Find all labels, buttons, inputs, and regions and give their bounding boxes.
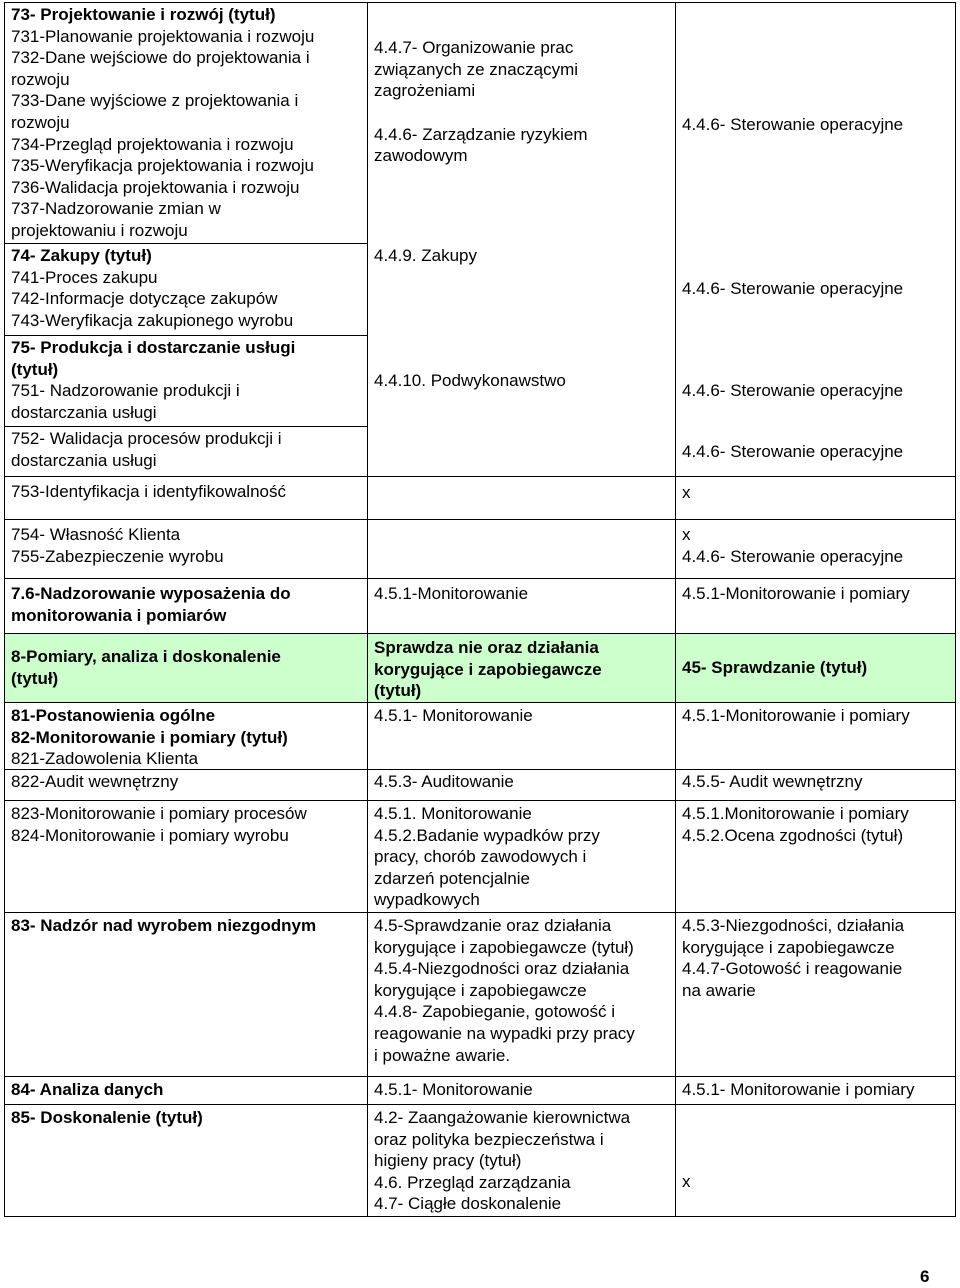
s1-col2-line: zawodowym [374, 146, 468, 166]
s8-col1 [4, 633, 368, 702]
s12-col1 [4, 912, 368, 1076]
s1-line: projektowaniu i rozwoju [11, 220, 188, 240]
s1-heading: 73- Projektowanie i rozwój (tytuł) [11, 5, 276, 24]
s11-col2-line: wypadkowych [374, 890, 480, 910]
s10-col3 [676, 769, 956, 800]
s4-col2 [368, 426, 676, 476]
s3-col3-text: 4.4.6- Sterowanie operacyjne [682, 381, 904, 400]
s10-text: 822-Audit wewnętrzny [11, 772, 179, 791]
s12-col3-line: na awarie [682, 980, 756, 1000]
s13-col2-text: 4.5.1- Monitorowanie [374, 1080, 533, 1099]
s8-col2-line: korygujące i zapobiegawcze [374, 659, 602, 679]
s5-col3 [676, 476, 956, 519]
s6-line: x [682, 525, 691, 544]
s11-col2 [368, 800, 676, 912]
s3-col1 [4, 335, 368, 426]
s9-col1 [4, 702, 368, 769]
s1-col3-text: 4.4.6- Sterowanie operacyjne [682, 115, 904, 134]
s14-text: 85- Doskonalenie (tytuł) [11, 1108, 203, 1127]
s4-line: dostarczania usługi [11, 450, 157, 470]
s6-col2 [368, 519, 676, 578]
s6-col1 [4, 519, 368, 578]
s11-col2-line: 4.5.2.Badanie wypadków przy [374, 825, 600, 845]
s1-line: 736-Walidacja projektowania i rozwoju [11, 177, 300, 197]
s10-col2 [368, 769, 676, 800]
s1-col2-line: 4.4.7- Organizowanie prac [374, 38, 574, 57]
s2-heading: 74- Zakupy (tytuł) [11, 246, 152, 265]
s8-line: (tytuł) [11, 669, 59, 688]
s7-line: monitorowania i pomiarów [11, 605, 227, 625]
s8-col2-line: (tytuł) [374, 681, 422, 701]
s1-line: 733-Dane wyjściowe z projektowania i [11, 91, 299, 111]
s2-col2 [368, 243, 676, 335]
s14-col2 [368, 1104, 676, 1217]
s1-line: 732-Dane wejściowe do projektowania i [11, 48, 310, 68]
s8-col3 [676, 633, 956, 702]
s1-line: rozwoju [11, 69, 70, 89]
s12-col2-line: korygujące i zapobiegawcze [374, 980, 587, 1000]
s9-line: 821-Zadowolenia Klienta [11, 749, 199, 769]
s9-line: 82-Monitorowanie i pomiary (tytuł) [11, 727, 288, 747]
s6-col3 [676, 519, 956, 578]
s13-col3-text: 4.5.1- Monitorowanie i pomiary [682, 1080, 915, 1099]
s12-col2-line: 4.4.8- Zapobieganie, gotowość i [374, 1002, 615, 1022]
s2-col1 [4, 243, 368, 335]
s7-line: 7.6-Nadzorowanie wyposażenia do [11, 584, 291, 603]
s11-col2-line: pracy, chorób zawodowych i [374, 847, 587, 867]
s11-col2-line: 4.5.1. Monitorowanie [374, 804, 532, 823]
s9-col2-text: 4.5.1- Monitorowanie [374, 706, 533, 725]
s10-col2-text: 4.5.3- Auditowanie [374, 772, 514, 791]
s12-col3-line: korygujące i zapobiegawcze [682, 937, 895, 957]
s6-line: 754- Własność Klienta [11, 525, 181, 544]
s6-line: 755-Zabezpieczenie wyrobu [11, 546, 224, 566]
s1-col2-line: związanych ze znaczącymi [374, 59, 579, 79]
s14-col1 [4, 1104, 368, 1217]
s1-line: 735-Weryfikacja projektowania i rozwoju [11, 156, 314, 176]
s8-line: 8-Pomiary, analiza i doskonalenie [11, 647, 281, 667]
s1-col2-line: 4.4.6- Zarządzanie ryzykiem [374, 124, 588, 144]
s1-line: rozwoju [11, 112, 70, 132]
s13-text: 84- Analiza danych [11, 1080, 164, 1099]
s1-line: 737-Nadzorowanie zmian w [11, 199, 221, 219]
s10-col3-text: 4.5.5- Audit wewnętrzny [682, 772, 863, 791]
s13-col3 [676, 1076, 956, 1104]
s3-col3 [676, 335, 956, 426]
s11-line: 824-Monitorowanie i pomiary wyrobu [11, 825, 289, 845]
s12-col3-line: 4.4.7-Gotowość i reagowanie [682, 959, 903, 979]
s7-col3-text: 4.5.1-Monitorowanie i pomiary [682, 584, 910, 603]
s7-col2-text: 4.5.1-Monitorowanie [374, 584, 529, 603]
s3-heading: 75- Produkcja i dostarczanie usługi [11, 338, 296, 357]
s6-line: 4.4.6- Sterowanie operacyjne [682, 546, 904, 566]
s9-line: 81-Postanowienia ogólne [11, 706, 216, 725]
s8-col3-text: 45- Sprawdzanie (tytuł) [682, 658, 868, 678]
s9-col2 [368, 702, 676, 769]
s11-col3-line: 4.5.2.Ocena zgodności (tytuł) [682, 825, 904, 845]
s8-col2 [368, 633, 676, 702]
s12-col2 [368, 912, 676, 1076]
s3-col2-text: 4.4.10. Podwykonawstwo [374, 371, 566, 390]
s7-col3 [676, 578, 956, 633]
s5-text: 753-Identyfikacja i identyfikowalność [11, 482, 286, 501]
s3-line: dostarczania usługi [11, 402, 157, 422]
s12-text: 83- Nadzór nad wyrobem niezgodnym [11, 916, 317, 935]
s3-heading-2: (tytuł) [11, 359, 59, 379]
s13-col2 [368, 1076, 676, 1104]
s11-col2-line: zdarzeń potencjalnie [374, 868, 530, 888]
s14-col3 [676, 1104, 956, 1217]
s9-col3 [676, 702, 956, 769]
s1-col2 [368, 2, 676, 243]
s10-col1 [4, 769, 368, 800]
s14-col2-line: oraz polityka bezpieczeństwa i [374, 1129, 604, 1149]
s11-col3-line: 4.5.1.Monitorowanie i pomiary [682, 804, 909, 823]
s4-col3-text: 4.4.6- Sterowanie operacyjne [682, 442, 904, 461]
s11-line: 823-Monitorowanie i pomiary procesów [11, 804, 307, 823]
s14-col2-line: 4.2- Zaangażowanie kierownictwa [374, 1108, 631, 1127]
s4-col1 [4, 426, 368, 476]
s12-col2-line: i poważne awarie. [374, 1045, 511, 1065]
s3-line: 751- Nadzorowanie produkcji i [11, 381, 240, 401]
s9-col3-text: 4.5.1-Monitorowanie i pomiary [682, 706, 910, 725]
s11-col1 [4, 800, 368, 912]
s1-line: 731-Planowanie projektowania i rozwoju [11, 26, 315, 46]
s2-col2-text: 4.4.9. Zakupy [374, 246, 478, 265]
s14-col2-line: higieny pracy (tytuł) [374, 1151, 522, 1171]
s5-col1 [4, 476, 368, 519]
s12-col3 [676, 912, 956, 1076]
s12-col3-line: 4.5.3-Niezgodności, działania [682, 916, 905, 935]
s4-line: 752- Walidacja procesów produkcji i [11, 429, 282, 448]
s14-col2-line: 4.7- Ciągłe doskonalenie [374, 1194, 562, 1214]
s13-col1 [4, 1076, 368, 1104]
s5-col3-text: x [682, 483, 691, 502]
s12-col2-line: 4.5-Sprawdzanie oraz działania [374, 916, 612, 935]
s1-col1 [4, 2, 368, 243]
s5-col2 [368, 476, 676, 519]
s12-col2-line: korygujące i zapobiegawcze (tytuł) [374, 937, 634, 957]
s4-col3 [676, 426, 956, 476]
s7-col2 [368, 578, 676, 633]
s7-col1 [4, 578, 368, 633]
s1-col3 [676, 2, 956, 243]
s2-line: 742-Informacje dotyczące zakupów [11, 289, 278, 309]
s2-line: 743-Weryfikacja zakupionego wyrobu [11, 310, 294, 330]
s2-line: 741-Proces zakupu [11, 267, 158, 287]
s12-col2-line: 4.5.4-Niezgodności oraz działania [374, 959, 630, 979]
s14-col3-text: x [682, 1172, 691, 1191]
s3-col2 [368, 335, 676, 426]
s11-col3 [676, 800, 956, 912]
s1-line: 734-Przegląd projektowania i rozwoju [11, 134, 294, 154]
s2-col3 [676, 243, 956, 335]
s14-col2-line: 4.6. Przegląd zarządzania [374, 1172, 571, 1192]
spacer [374, 102, 669, 124]
s1-col2-line: zagrożeniami [374, 81, 476, 101]
page-number: 6 [920, 1267, 930, 1286]
s8-col2-line: Sprawdza nie oraz działania [374, 638, 599, 657]
s12-col2-line: reagowanie na wypadki przy pracy [374, 1023, 635, 1043]
s2-col3-text: 4.4.6- Sterowanie operacyjne [682, 279, 904, 298]
